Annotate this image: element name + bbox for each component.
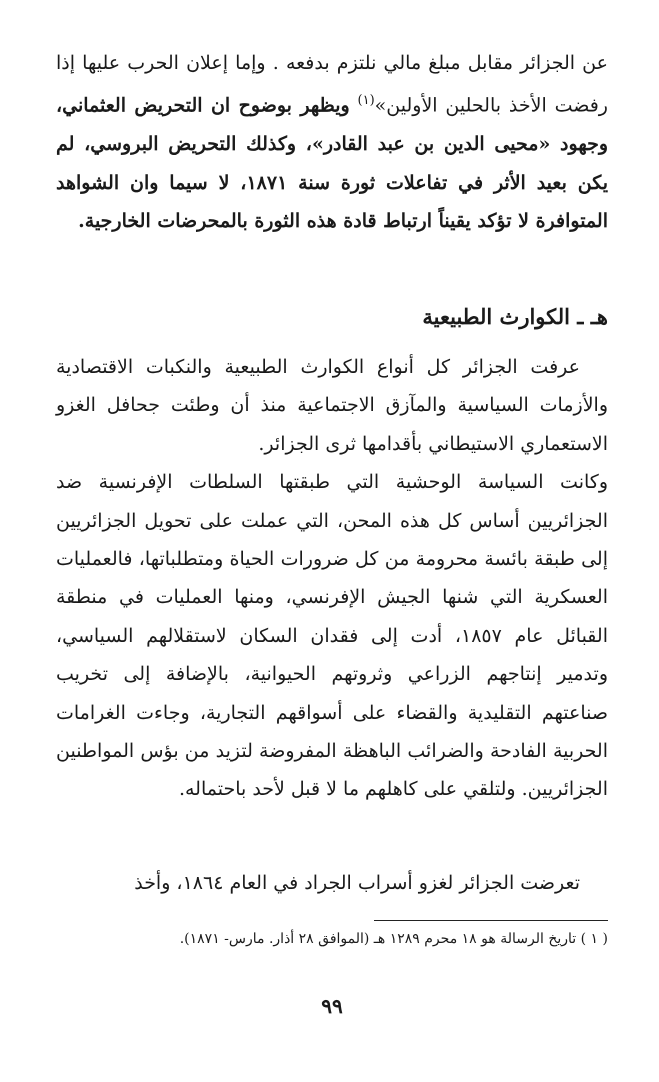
paragraph-intro xyxy=(56,44,608,240)
footnote: ( ١ ) تاريخ الرسالة هو ١٨ محرم ١٢٨٩ هـ (الموافق ٢٨ أذار. مارس- ١٨٧١). xyxy=(179,931,608,947)
section-heading: هـ ـ الكوارث الطبيعية xyxy=(422,304,608,329)
paragraph-intro-text: عن الجزائر مقابل مبلغ مالي نلتزم بدفعه . وإما إعلان الحرب عليها إذا رفضت الأخذ بالحلين الأولين» xyxy=(56,52,608,117)
page-number: ٩٩ xyxy=(321,994,343,1018)
footnote-divider xyxy=(374,920,608,921)
section-body xyxy=(56,348,608,809)
paragraph-locusts: تعرضت الجزائر لغزو أسراب الجراد في العام ١٨٦٤، وأخذ xyxy=(134,872,580,894)
paragraph-intro-bold: ويظهر بوضوح ان التحريض العثماني، وجهود «محيى الدين بن عبد القادر»، وكذلك التحريض البروسي، لم يكن بعيد الأثر في تفاعلات ثورة سنة ١٨٧١، لا سيما وان الشواهد المتوافرة لا تؤكد يقيناً ارتباط قادة هذه الثورة بالمحرضات الخارجية. xyxy=(56,94,608,232)
paragraph-french-policy: وكانت السياسة الوحشية التي طبقتها السلطات الإفرنسية ضد الجزائريين أساس كل هذه المحن، التي عملت على تحويل الجزائريين إلى طبقة بائسة محرومة من كل ضرورات الحياة ومتطلباتها، فالعمليات العسكرية التي شنها الجيش الإفرنسي، ومنها العمليات في منطقة القبائل عام ١٨٥٧، أدت إلى فقدان السكان لاستقلالهم السياسي، وتدمير إنتاجهم الزراعي وثروتهم الحيوانية، بالإضافة إلى تخريب صناعتهم التقليدية والقضاء على أسواقهم التجارية، وجاءت الغرامات الحربية الفادحة والضرائب الباهظة المفروضة لتزيد من بؤس المواطنين الجزائريين. ولتلقي على كاهلهم ما لا قبل لأحد باحتماله. xyxy=(56,471,608,801)
footnote-reference: (١) xyxy=(357,93,375,109)
book-page xyxy=(56,44,608,1018)
paragraph-disasters-intro: عرفت الجزائر كل أنواع الكوارث الطبيعية والنكبات الاقتصادية والأزمات السياسية والمآزق الاجتماعية منذ أن وطئت جحافل الغزو الاستعماري الاستيطاني بأقدامها ثرى الجزائر. xyxy=(56,356,608,455)
